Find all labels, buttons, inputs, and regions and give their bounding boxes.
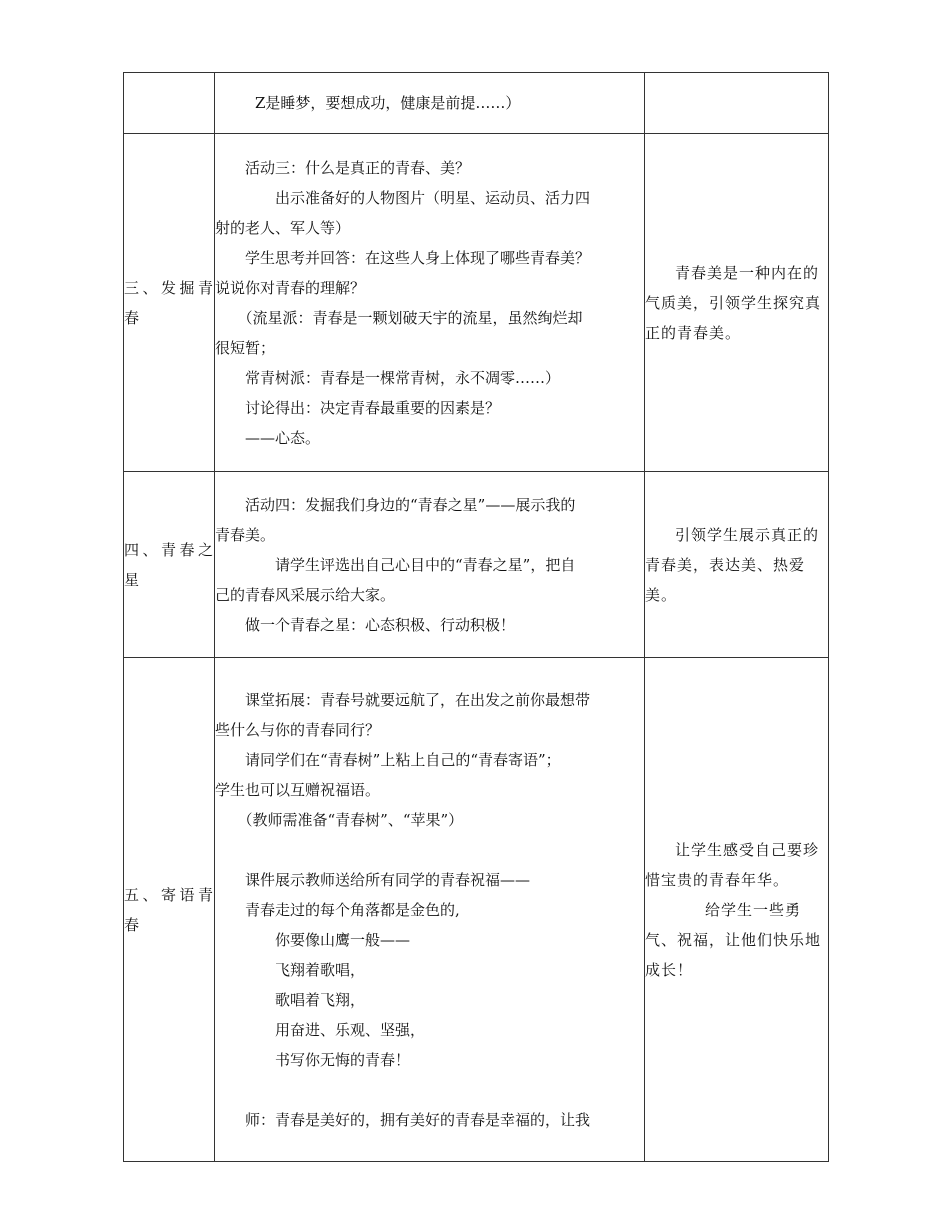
- content-line: 青春走过的每个角落都是金色的,: [245, 900, 460, 919]
- content-line: 说说你对青春的理解？: [215, 278, 366, 297]
- content-line: 讨论得出：决定青春最重要的因素是？: [245, 398, 501, 417]
- content-cell: [215, 73, 645, 134]
- content-line: 师：青春是美好的，拥有美好的青春是幸福的，让我: [245, 1110, 591, 1129]
- table-row: [124, 134, 829, 472]
- content-line: 课堂拓展：青春号就要远航了，在出发之前你最想带: [245, 690, 591, 709]
- content-line: 活动四：发掘我们身边的“青春之星”——展示我的: [245, 495, 576, 514]
- content-line: ——心态。: [245, 428, 321, 447]
- content-line: 常青树派：青春是一棵常青树，永不凋零……）: [245, 368, 561, 387]
- content-line: 些什么与你的青春同行？: [215, 720, 381, 739]
- stage-cell: 五、寄语青春: [124, 658, 215, 1162]
- intent-text: 给学生一些勇气、祝福，让他们快乐地成长！: [645, 900, 822, 979]
- intent-cell: [645, 658, 829, 1162]
- content-line: 做一个青春之星：心态积极、行动积极！: [245, 615, 516, 634]
- poem-line: 飞翔着歌唱，: [275, 960, 366, 979]
- content-line: 请同学们在“青春树”上粘上自己的“青春寄语”；: [245, 750, 561, 769]
- content-line: 请学生评选出自己心目中的“青春之星”，把自: [275, 555, 576, 574]
- intent-cell: [645, 73, 829, 134]
- stage-cell: [124, 73, 215, 134]
- content-line: 己的青春风采展示给大家。: [215, 585, 396, 604]
- intent-text: 引领学生展示真正的青春美，表达美、热爱美。: [645, 525, 820, 604]
- intent-cell: [645, 472, 829, 658]
- content-line: （流星派：青春是一颗划破天宇的流星，虽然绚烂却: [237, 308, 583, 327]
- content-line: 学生也可以互赠祝福语。: [215, 780, 381, 799]
- stage-cell: 三、发掘青春: [124, 134, 215, 472]
- poem-line: 书写你无悔的青春！: [275, 1050, 411, 1069]
- content-line: 很短暂；: [215, 338, 276, 357]
- content-cell: [215, 658, 645, 1162]
- lesson-plan-table: [123, 72, 829, 1162]
- intent-cell: [645, 134, 829, 472]
- intent-text: 青春美是一种内在的气质美，引领学生探究真正的青春美。: [645, 263, 822, 342]
- stage-cell: 四、青春之星: [124, 472, 215, 658]
- content-line: （教师需准备“青春树”、“苹果”）: [237, 810, 464, 829]
- table-row: [124, 472, 829, 658]
- content-cell: [215, 472, 645, 658]
- poem-line: 你要像山鹰一般——: [275, 930, 411, 949]
- content-line: 射的老人、军人等）: [215, 218, 351, 237]
- poem-line: 用奋进、乐观、坚强，: [275, 1020, 426, 1039]
- content-cell: [215, 134, 645, 472]
- blank-line: [215, 1075, 644, 1105]
- table-row: [124, 73, 829, 134]
- content-line: 学生思考并回答：在这些人身上体现了哪些青春美？: [245, 248, 591, 267]
- content-line: Z是睡梦，要想成功，健康是前提……）: [255, 94, 521, 112]
- content-line: 课件展示教师送给所有同学的青春祝福——: [245, 870, 531, 889]
- content-line: 青春美。: [215, 525, 276, 544]
- content-line: 出示准备好的人物图片（明星、运动员、活力四: [275, 188, 591, 207]
- poem-line: 歌唱着飞翔，: [275, 990, 366, 1009]
- table-row: [124, 658, 829, 1162]
- content-line: 活动三：什么是真正的青春、美？: [245, 158, 471, 177]
- intent-text: 让学生感受自己要珍惜宝贵的青春年华。: [645, 840, 820, 889]
- blank-line: [215, 835, 644, 865]
